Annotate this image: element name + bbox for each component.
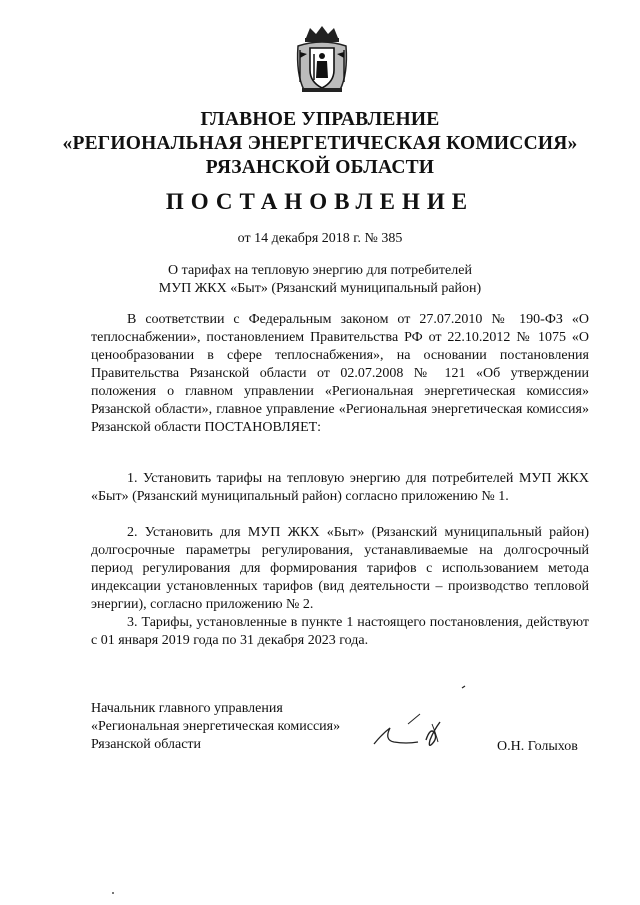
signer-position-line-2: «Региональная энергетическая комиссия» [91, 719, 341, 734]
handwritten-signature-icon [368, 684, 468, 754]
signer-name: О.Н. Голыхов [497, 739, 578, 754]
ryazan-coat-of-arms-icon [294, 24, 350, 96]
agency-name-line-1: ГЛАВНОЕ УПРАВЛЕНИЕ [200, 109, 440, 130]
resolution-item-2: 2. Установить для МУП ЖКХ «Быт» (Рязанский муниципальный район) долгосрочные параметры регулирования, устанавливаемые на долгосрочный период регулирования для формирования тарифов с использованием метода индексации установленных тарифов (вид деятельности – производство тепловой энергии), согласно приложению № 2. [91, 525, 589, 612]
signer-position-line-3: Рязанской области [91, 737, 202, 752]
scan-artifact [112, 892, 114, 894]
agency-name-line-2: «РЕГИОНАЛЬНАЯ ЭНЕРГЕТИЧЕСКАЯ КОМИССИЯ» [62, 133, 578, 154]
document-date-number: от 14 декабря 2018 г. № 385 [237, 231, 403, 246]
intro-paragraph: В соответствии с Федеральным законом от 27.07.2010 № 190-ФЗ «О теплоснабжении», постановлением Правительства РФ от 22.10.2012 № 1075 «О ценообразовании в сфере теплоснабжения», на основании постановления Правительства Рязанской области от 02.07.2008 № 121 «Об утверждении положения о главном управлении «Региональная энергетическая комиссия» Рязанской области», главное управление «Региональная энергетическая комиссия» Рязанской области ПОСТАНОВЛЯЕТ: [91, 312, 589, 435]
agency-name-line-3: РЯЗАНСКОЙ ОБЛАСТИ [205, 157, 435, 178]
resolution-item-1: 1. Установить тарифы на тепловую энергию для потребителей МУП ЖКХ «Быт» (Рязанский муниципальный район) согласно приложению № 1. [91, 471, 589, 504]
document-subject-line-1: О тарифах на тепловую энергию для потребителей [168, 263, 472, 278]
signer-position-line-1: Начальник главного управления [91, 701, 283, 716]
document-type-title: ПОСТАНОВЛЕНИЕ [165, 189, 475, 214]
resolution-item-3: 3. Тарифы, установленные в пункте 1 настоящего постановления, действуют с 01 января 2019 года по 31 декабря 2023 года. [91, 615, 589, 648]
document-subject [40, 262, 600, 298]
document-subject-line-2: МУП ЖКХ «Быт» (Рязанский муниципальный район) [158, 281, 482, 296]
signer-position [91, 700, 340, 754]
